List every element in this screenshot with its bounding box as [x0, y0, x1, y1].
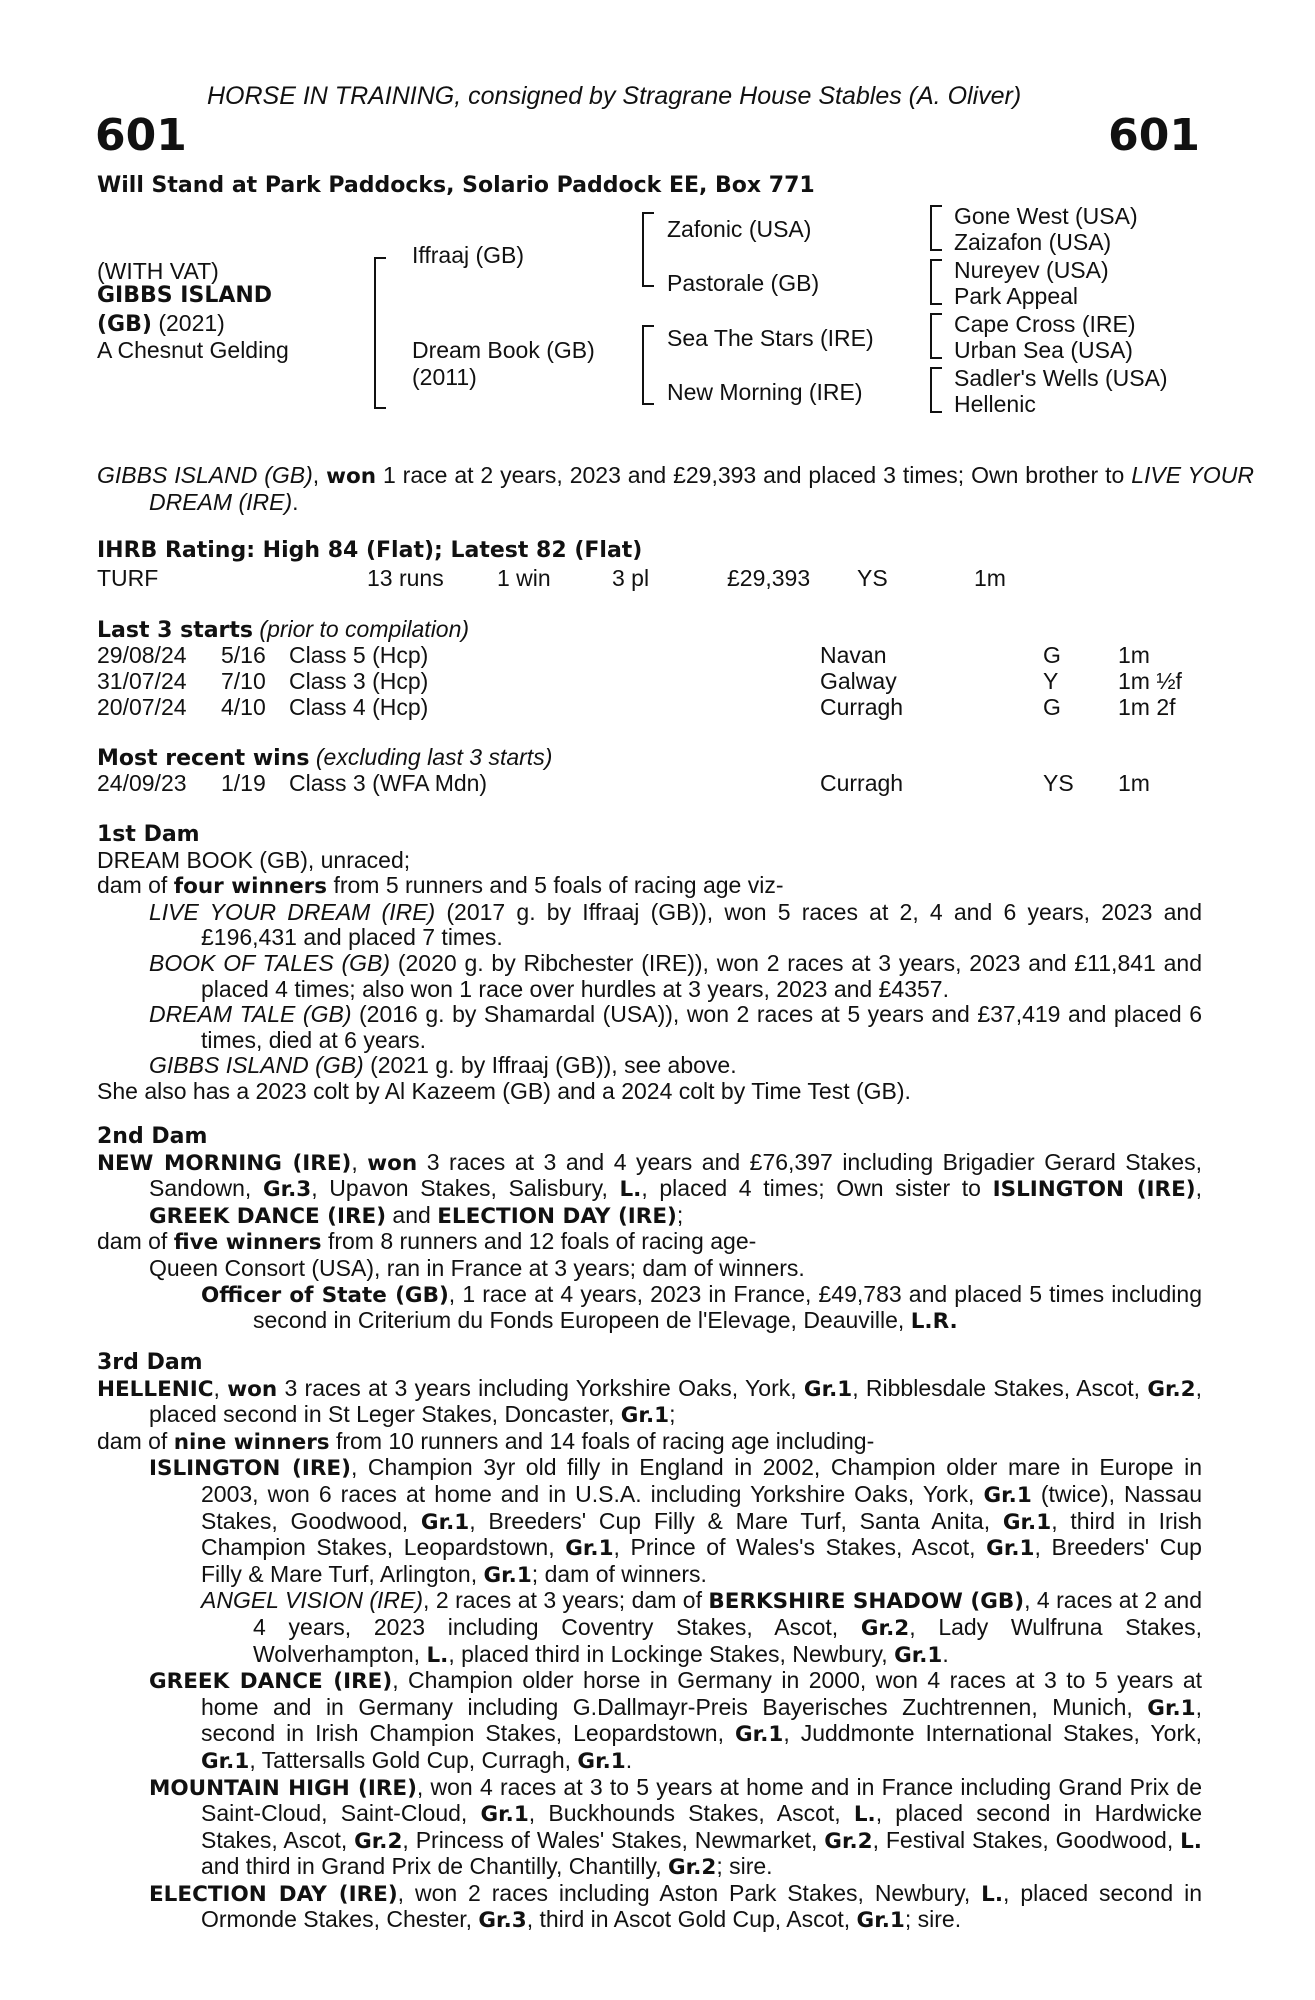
rating-title: IHRB Rating: High 84 (Flat); Latest 82 (Flat) [97, 538, 643, 563]
grade: L. [1180, 1828, 1202, 1854]
text: , third in Ascot Gold Cup, Ascot, [526, 1906, 857, 1933]
text: , 4 races at 2 and 4 years, 2023 including Coventry Stakes, Ascot, [253, 1587, 1202, 1640]
grandsire-2: Nureyev (USA) [954, 257, 1109, 283]
second-dam-name: NEW MORNING (IRE) [97, 1150, 352, 1176]
g-brace-4 [930, 367, 932, 413]
text: , Princess of Wales' Stakes, Newmarket, [402, 1826, 825, 1853]
start-class: Class 3 (Hcp) [289, 668, 429, 694]
text: , Breeders' Cup Filly & Mare Turf, Santa Anita, [469, 1507, 1003, 1534]
start-course: Galway [820, 668, 897, 694]
third-dam-record [97, 1376, 1202, 1429]
grade: Gr.1 [986, 1536, 1035, 1562]
progeny-entry [149, 900, 1202, 951]
granddam-1: Zaizafon (USA) [954, 229, 1112, 255]
progeny-text: (2020 g. by Ribchester (IRE)), won 2 races at 3 years, 2023 and £11,841 and placed 4 times; also won 1 race over hurdles at 3 years, 2023 and £4357. [201, 949, 1202, 1002]
start-course: Navan [820, 642, 887, 668]
consignor-line: HORSE IN TRAINING, consigned by Stragrane House Stables (A. Oliver) [207, 82, 1022, 110]
win-position: 1/19 [221, 770, 266, 796]
rating-runs: 13 runs [367, 565, 444, 591]
recent-heading [97, 744, 552, 771]
horse-origin [97, 310, 225, 337]
dam-sire: Sea The Stars (IRE) [667, 325, 874, 351]
dam-of-rest: from 8 runners and 12 foals of racing age- [321, 1228, 757, 1255]
grade: Gr.1 [565, 1536, 614, 1562]
start-going: G [1043, 642, 1061, 668]
summary-horse-name: GIBBS ISLAND (GB) [97, 462, 313, 488]
rating-earnings: £29,393 [727, 565, 811, 591]
start-class: Class 4 (Hcp) [289, 694, 429, 720]
horse-name: GIBBS ISLAND [97, 283, 273, 308]
grade: Gr.1 [201, 1748, 250, 1774]
grandsire-3: Cape Cross (IRE) [954, 311, 1136, 337]
winners-count: five winners [173, 1230, 322, 1256]
sep: , [351, 1148, 368, 1175]
rating-distance: 1m [974, 565, 1006, 591]
grade: Gr.1 [983, 1482, 1032, 1508]
winners-count: four winners [173, 874, 328, 900]
grade: Gr.3 [262, 1177, 312, 1203]
win-distance: 1m [1118, 770, 1150, 796]
grade: Gr.1 [1147, 1695, 1196, 1721]
sibling-name: ISLINGTON (IRE) [992, 1177, 1196, 1203]
summary-brother: LIVE YOUR DREAM (IRE) [149, 462, 1255, 515]
text: , third in Irish Champion Stakes, Leopardstown, [201, 1507, 1203, 1561]
third-dam-section [97, 1350, 1202, 1934]
first-dam-also: She also has a 2023 colt by Al Kazeem (GB) and a 2024 colt by Time Test (GB). [97, 1077, 911, 1104]
sire: Iffraaj (GB) [412, 242, 525, 268]
text: , placed second in Ormonde Stakes, Chester, [201, 1879, 1202, 1933]
grade: Gr.1 [803, 1376, 853, 1402]
text: , 2 races at 3 years; dam of [423, 1587, 709, 1614]
second-dam-record [97, 1150, 1202, 1230]
horse-country: (GB) [97, 312, 152, 337]
rating-wins: 1 win [497, 565, 551, 591]
sep: , [213, 1374, 228, 1401]
won: won [227, 1376, 278, 1402]
rating-placed: 3 pl [612, 565, 650, 591]
start-position: 7/10 [221, 668, 266, 694]
summary-paragraph: GIBBS ISLAND (GB), won 1 race at 2 years, 2023 and £29,393 and placed 3 times; Own brother to LIVE YOUR DREAM (IRE). [97, 462, 1255, 515]
granddam-3: Urban Sea (USA) [954, 337, 1133, 363]
grade: Gr.1 [856, 1908, 905, 1934]
progeny-text: (2016 g. by Shamardal (USA)), won 2 races at 5 years and £37,419 and placed 6 times, died at 6 years. [201, 1001, 1202, 1053]
text: ; sire. [904, 1906, 962, 1933]
start-position: 5/16 [221, 642, 266, 668]
text: , Tattersalls Gold Cup, Curragh, [249, 1746, 578, 1773]
text: , Upavon Stakes, Salisbury, [311, 1175, 620, 1202]
text: , Lady Wulfruna Stakes, Wolverhampton, [253, 1613, 1202, 1667]
progeny-name: MOUNTAIN HIGH (IRE) [149, 1775, 417, 1801]
grandsire-4: Sadler's Wells (USA) [954, 365, 1168, 391]
grandsire-1: Gone West (USA) [954, 203, 1138, 229]
first-dam-line: DREAM BOOK (GB), unraced; [97, 846, 411, 873]
first-dam-title: 1st Dam [97, 822, 200, 847]
grade: Gr.2 [354, 1828, 403, 1854]
progeny-name: GREEK DANCE (IRE) [149, 1669, 393, 1695]
horse-year: (2021) [151, 310, 225, 336]
progeny-entry [149, 1053, 1202, 1079]
granddam-2: Park Appeal [954, 283, 1079, 309]
sep: ; [676, 1201, 684, 1228]
rating-surface: TURF [97, 565, 159, 591]
text: , Breeders' Cup Filly & Mare Turf, Arlington, [201, 1534, 1202, 1587]
progeny-entry [201, 1282, 1202, 1335]
grade: L. [619, 1177, 642, 1203]
progeny-text: (2021 g. by Iffraaj (GB)), see above. [363, 1052, 737, 1079]
progeny-name: BERKSHIRE SHADOW (GB) [708, 1589, 1025, 1615]
start-going: G [1043, 694, 1061, 720]
win-date: 24/09/23 [97, 770, 187, 796]
sire-dam: Pastorale (GB) [667, 270, 820, 296]
dam-of-rest: from 5 runners and 5 foals of racing age viz- [327, 872, 784, 899]
start-distance: 1m ½f [1118, 668, 1182, 694]
grade: Gr.2 [860, 1615, 910, 1641]
recent-note: (excluding last 3 starts) [309, 744, 553, 770]
summary-text: 1 race at 2 years, 2023 and £29,393 and placed 3 times; Own brother to [376, 462, 1132, 488]
progeny-entry-islington [149, 1455, 1202, 1588]
progeny-entry [149, 1002, 1202, 1053]
progeny-name: Officer of State (GB) [201, 1282, 449, 1308]
text: , Juddmonte International Stakes, York, [783, 1720, 1203, 1747]
vat-note: (WITH VAT) [97, 258, 219, 284]
grade: Gr.1 [480, 1802, 529, 1828]
progeny-name: BOOK OF TALES (GB) [149, 949, 391, 976]
sibling-name: ELECTION DAY (IRE) [437, 1203, 677, 1229]
grade: L.R. [910, 1309, 958, 1335]
second-dam-title: 2nd Dam [97, 1124, 208, 1149]
last3-heading [97, 616, 469, 643]
g-brace-3 [930, 313, 932, 359]
progeny-text: (2017 g. by Iffraaj (GB)), won 5 races at 2, 4 and 6 years, 2023 and £196,431 and placed 7 times. [201, 898, 1202, 951]
grade: Gr.2 [824, 1828, 873, 1854]
text: , placed second in Hardwicke Stakes, Ascot, [201, 1800, 1202, 1853]
text: , won 2 races including Aston Park Stakes, Newbury, [397, 1879, 982, 1906]
grade: Gr.2 [668, 1855, 717, 1881]
text: , Festival Stakes, Goodwood, [872, 1826, 1181, 1853]
summary-end: . [292, 488, 299, 515]
win-going: YS [1043, 770, 1074, 796]
second-dam-section [97, 1124, 1202, 1335]
text: , Champion 3yr old filly in England in 2002, Champion older mare in Europe in 2003, won 6 races at home and in U.S.A. including Yorkshire Oaks, York, [201, 1454, 1202, 1507]
grade: Gr.1 [620, 1403, 670, 1429]
text: , Buckhounds Stakes, Ascot, [528, 1800, 854, 1827]
second-dam-produce [97, 1229, 1202, 1256]
lot-number-left: 601 [95, 110, 187, 161]
text: , Champion older horse in Germany in 2000, won 4 races at 3 to 5 years at home and in Germany including G.Dallmayr-Preis Bayerisches Zuchtrennen, Munich, [201, 1667, 1202, 1720]
grade: Gr.1 [483, 1562, 532, 1588]
text: , placed 4 times; Own sister to [641, 1175, 993, 1202]
dam-brace [642, 325, 644, 405]
text: . [625, 1746, 633, 1773]
grade: Gr.1 [420, 1509, 470, 1535]
dam-dam: New Morning (IRE) [667, 379, 863, 405]
text: ; sire. [716, 1853, 773, 1880]
start-going: Y [1043, 668, 1059, 694]
summary-won: won [326, 464, 377, 489]
text: , second in Irish Champion Stakes, Leopardstown, [201, 1693, 1202, 1747]
sire-brace [642, 212, 644, 287]
grade: Gr.1 [577, 1748, 626, 1774]
horse-description: A Chesnut Gelding [97, 337, 289, 363]
dam-of-rest: from 10 runners and 14 foals of racing age including- [329, 1427, 875, 1454]
text: and third in Grand Prix de Chantilly, Chantilly, [201, 1853, 669, 1880]
rating-going: YS [857, 565, 888, 591]
winners-count: nine winners [173, 1429, 330, 1455]
progeny-entry-greek-dance [149, 1668, 1202, 1774]
text: ; dam of winners. [531, 1560, 707, 1587]
grade: Gr.1 [735, 1722, 784, 1748]
start-course: Curragh [820, 694, 904, 720]
sep: and [386, 1201, 438, 1228]
start-date: 31/07/24 [97, 668, 187, 694]
sibling-name: GREEK DANCE (IRE) [149, 1203, 387, 1229]
win-class: Class 3 (WFA Mdn) [289, 770, 488, 796]
start-distance: 1m [1118, 642, 1150, 668]
text: . [942, 1640, 949, 1667]
progeny-entry-election-day [149, 1881, 1202, 1934]
lot-number-right: 601 [1108, 110, 1200, 161]
progeny-entry-angel-vision [201, 1588, 1202, 1668]
stand-location: Will Stand at Park Paddocks, Solario Paddock EE, Box 771 [97, 173, 815, 198]
start-class: Class 5 (Hcp) [289, 642, 429, 668]
text: , Ribblesdale Stakes, Ascot, [852, 1374, 1148, 1401]
first-dam-produce [97, 873, 1202, 900]
text: , placed second in St Leger Stakes, Doncaster, [149, 1374, 1203, 1428]
win-course: Curragh [820, 770, 904, 796]
third-dam-produce [97, 1429, 1202, 1456]
text: ; [669, 1401, 676, 1428]
start-distance: 1m 2f [1118, 694, 1176, 720]
grade: L. [981, 1881, 1004, 1907]
progeny-name: ISLINGTON (IRE) [149, 1456, 351, 1482]
last3-note: (prior to compilation) [253, 616, 470, 642]
grade: L. [426, 1642, 449, 1668]
dam-of: dam of [97, 1427, 174, 1454]
grade: Gr.1 [894, 1642, 943, 1668]
progeny-name: GIBBS ISLAND (GB) [149, 1052, 364, 1079]
third-dam-name: HELLENIC [97, 1376, 214, 1402]
sire-sire: Zafonic (USA) [667, 216, 812, 242]
progeny-name: ANGEL VISION (IRE) [201, 1587, 424, 1614]
grade: L. [853, 1802, 876, 1828]
start-date: 29/08/24 [97, 642, 187, 668]
text: 3 races at 3 and 4 years and £76,397 including Brigadier Gerard Stakes, Sandown, [149, 1148, 1202, 1202]
dam-of: dam of [97, 1228, 174, 1255]
dam: Dream Book (GB) [412, 337, 595, 363]
progeny-name: LIVE YOUR DREAM (IRE) [149, 898, 436, 925]
pedigree-brace [374, 257, 376, 409]
text: , placed third in Lockinge Stakes, Newbury, [448, 1640, 895, 1667]
sep: , [1195, 1175, 1202, 1202]
progeny-text: , 1 race at 4 years, 2023 in France, £49,783 and placed 5 times including second in Criterium du Fonds Europeen de l'Elevage, Deauville, [253, 1280, 1202, 1334]
recent-title: Most recent wins [97, 746, 310, 771]
last3-title: Last 3 starts [97, 618, 254, 643]
progeny-entry: Queen Consort (USA), ran in France at 3 years; dam of winners. [149, 1254, 805, 1281]
progeny-name: ELECTION DAY (IRE) [149, 1881, 398, 1907]
text: (twice), Nassau Stakes, Goodwood, [201, 1480, 1202, 1534]
text: , won 4 races at 3 to 5 years at home and in France including Grand Prix de Saint-Cloud, Saint-Cloud, [201, 1773, 1202, 1827]
start-date: 20/07/24 [97, 694, 187, 720]
grade: Gr.3 [478, 1908, 527, 1934]
progeny-entry-mountain-high [149, 1775, 1202, 1881]
granddam-4: Hellenic [954, 391, 1036, 417]
dam-year: (2011) [412, 364, 477, 390]
g-brace-2 [930, 259, 932, 305]
progeny-entry [149, 951, 1202, 1002]
text: 3 races at 3 years including Yorkshire Oaks, York, [277, 1374, 804, 1401]
text: , Prince of Wales's Stakes, Ascot, [613, 1534, 987, 1561]
won: won [367, 1150, 418, 1176]
dam-of: dam of [97, 872, 174, 899]
grade: Gr.2 [1147, 1376, 1196, 1402]
g-brace-1 [930, 205, 932, 251]
first-dam-section [97, 822, 1202, 1105]
progeny-name: DREAM TALE (GB) [149, 1001, 352, 1028]
third-dam-title: 3rd Dam [97, 1350, 203, 1375]
grade: Gr.1 [1002, 1509, 1052, 1535]
start-position: 4/10 [221, 694, 266, 720]
